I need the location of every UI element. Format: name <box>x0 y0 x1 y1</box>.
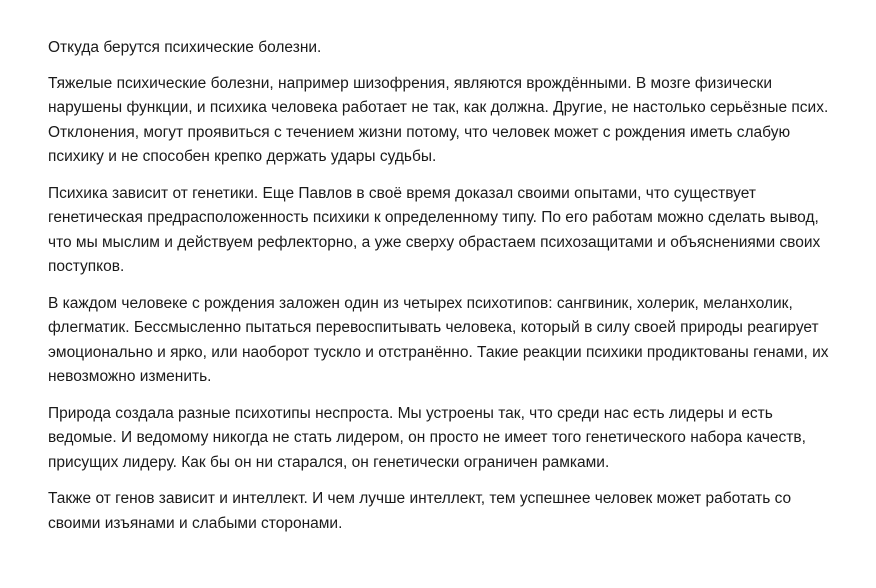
document-body <box>48 36 838 548</box>
paragraph-1: Тяжелые психические болезни, например шизофрения, являются врождёнными. В мозге физически нарушены функции, и психика человека работает не так, как должна. Другие, не настолько серьёзные псих. Отклонения, могут проявиться с течением жизни потому, что человек может с рождения иметь слабую психику и не способен крепко держать удары судьбы. <box>48 74 829 165</box>
paragraph-5: Также от генов зависит и интеллект. И чем лучше интеллект, тем успешнее человек может работать со своими изъянами и слабыми сторонами. <box>48 490 792 532</box>
paragraph-4: Природа создала разные психотипы неспроста. Мы устроены так, что среди нас есть лидеры и есть ведомые. И ведомому никогда не стать лидером, он просто не имеет того генетического набора качеств, присущих лидеру. Как бы он ни старался, он генетически ограничен рамками. <box>48 404 806 471</box>
paragraph-3: В каждом человеке с рождения заложен один из четырех психотипов: сангвиник, холерик, меланхолик, флегматик. Бессмысленно пытаться перевоспитывать человека, который в силу своей природы реагирует эмоционально и ярко, или наоборот тускло и отстранённо. Такие реакции психики продиктованы генами, их невозможно изменить. <box>48 294 829 385</box>
document-title: Откуда берутся психические болезни. <box>48 39 322 56</box>
paragraph-2: Психика зависит от генетики. Еще Павлов в своё время доказал своими опытами, что существует генетическая предрасположенность психики к определенному типу. По его работам можно сделать вывод, что мы мыслим и действуем рефлекторно, а уже сверху обрастаем психозащитами и объяснениями своих поступков. <box>48 184 821 275</box>
